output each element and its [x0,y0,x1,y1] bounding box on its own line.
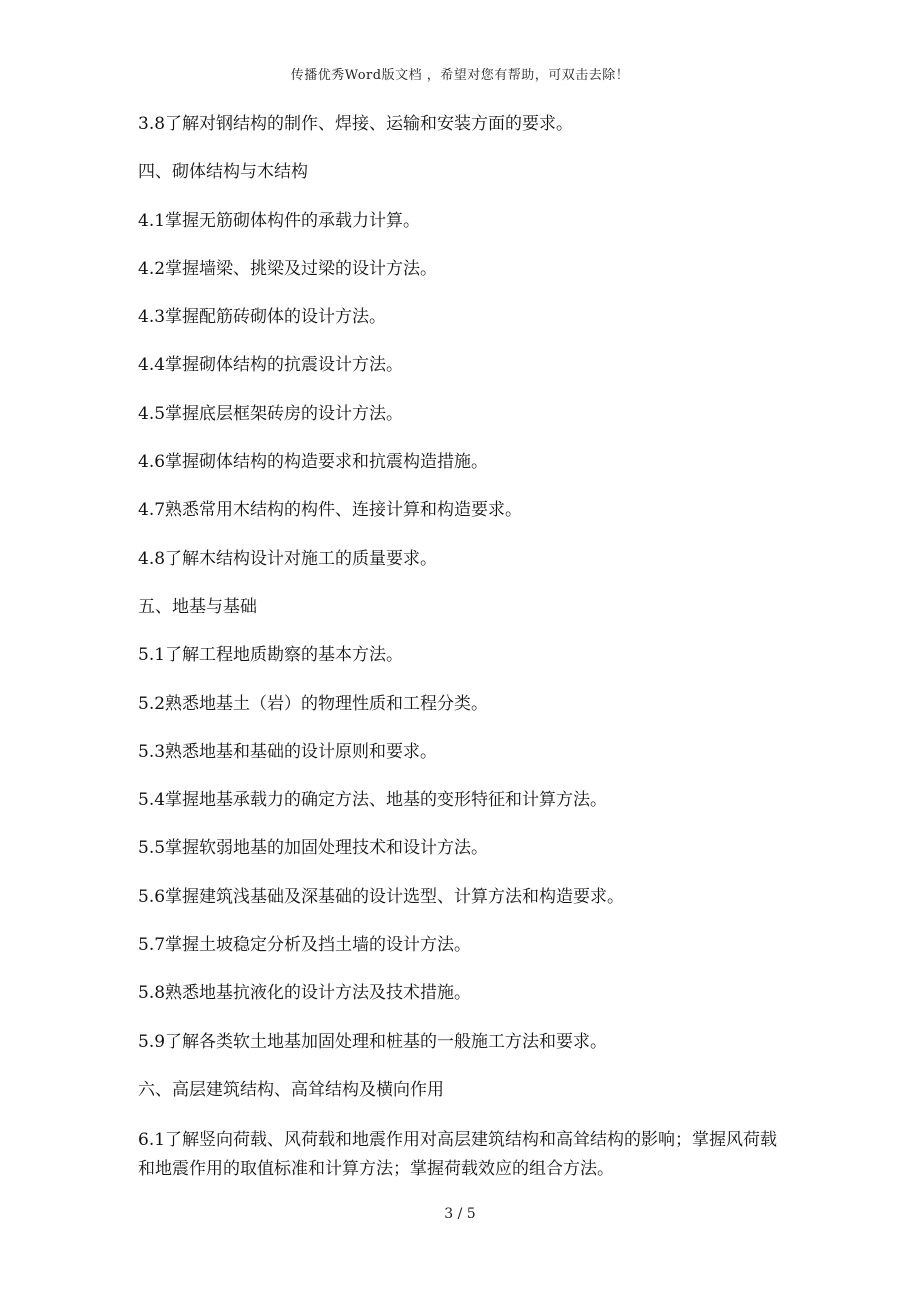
item-4-5: 4.5掌握底层框架砖房的设计方法。 [138,403,404,424]
item-5-3: 5.3熟悉地基和基础的设计原则和要求。 [138,741,438,762]
section-heading-5: 五、地基与基础 [138,596,257,617]
item-3-8: 3.8了解对钢结构的制作、焊接、运输和安装方面的要求。 [138,114,574,134]
section-heading-4: 四、砌体结构与木结构 [138,162,308,183]
item-4-2: 4.2掌握墙梁、挑梁及过梁的设计方法。 [138,258,438,279]
item-5-9: 5.9了解各类软土地基加固处理和桩基的一般施工方法和要求。 [138,1031,608,1052]
item-6-1: 6.1了解竖向荷载、风荷载和地震作用对高层建筑结构和高耸结构的影响；掌握风荷载和地震作用的取值标准和计算方法；掌握荷载效应的组合方法。 [138,1130,778,1180]
item-5-6: 5.6掌握建筑浅基础及深基础的设计选型、计算方法和构造要求。 [138,886,625,907]
item-5-1: 5.1了解工程地质勘察的基本方法。 [138,645,404,666]
section-heading-6: 六、高层建筑结构、高耸结构及横向作用 [138,1079,444,1100]
item-5-8: 5.8熟悉地基抗液化的设计方法及技术措施。 [138,983,472,1004]
item-5-2: 5.2熟悉地基土（岩）的物理性质和工程分类。 [138,693,489,714]
item-4-1: 4.1掌握无筋砌体构件的承载力计算。 [138,210,421,231]
page-number: 3 / 5 [444,1206,476,1222]
item-4-6: 4.6掌握砌体结构的构造要求和抗震构造措施。 [138,452,489,473]
item-4-4: 4.4掌握砌体结构的抗震设计方法。 [138,355,404,376]
page-header: 传播优秀Word版文档 ，希望对您有帮助，可双击去除！ [290,68,630,83]
item-5-5: 5.5掌握软弱地基的加固处理技术和设计方法。 [138,838,489,859]
item-4-3: 4.3掌握配筋砖砌体的设计方法。 [138,307,387,328]
item-5-7: 5.7掌握土坡稳定分析及挡土墙的设计方法。 [138,935,472,956]
document-body [138,112,788,1184]
item-5-4: 5.4掌握地基承载力的确定方法、地基的变形特征和计算方法。 [138,790,608,811]
item-4-7: 4.7熟悉常用木结构的构件、连接计算和构造要求。 [138,500,523,521]
item-4-8: 4.8了解木结构设计对施工的质量要求。 [138,548,438,569]
